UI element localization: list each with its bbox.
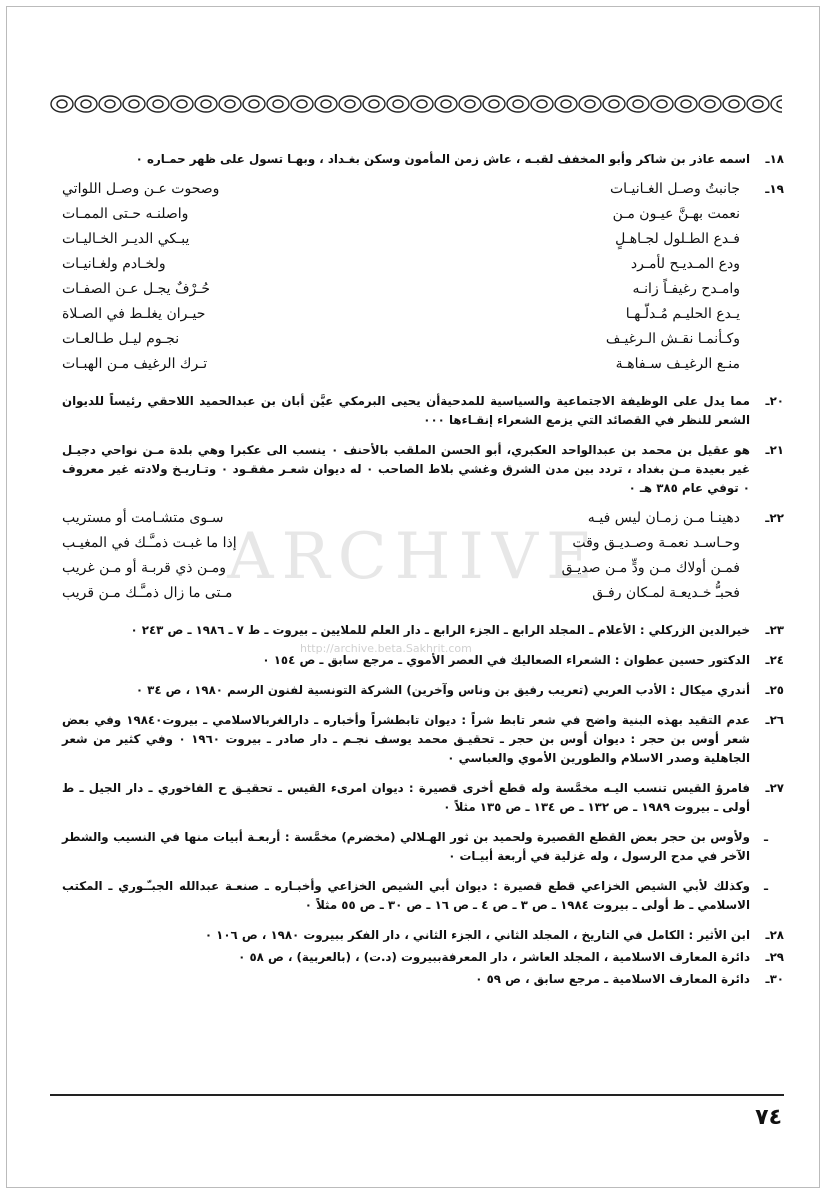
verse-first-hemistich: منـع الرغيـف سـفاهـة — [615, 356, 740, 372]
poem-verse — [62, 509, 750, 534]
note-text: أندري ميكال : الأدب العربي (تعريب رفيق بن وناس وآخرين) الشركة التونسية لفنون الرسم ١٩٨٠ ، ص ٣٤ ٠ — [135, 683, 750, 697]
verse-second-hemistich: يبـكي الديـر الخـاليـات — [62, 231, 190, 247]
note-number: ٢٢ـ — [765, 511, 784, 525]
ornament-loop — [147, 96, 169, 112]
ornament-inner-loop — [249, 100, 259, 108]
verse-second-hemistich: نجـوم ليـل طـالعـات — [62, 331, 180, 347]
ornament-inner-loop — [273, 100, 283, 108]
ornament-inner-loop — [57, 100, 67, 108]
poem-verse — [62, 255, 750, 280]
note-text: فامرؤ القيس تنسب اليـه مخمَّسة وله قطع أخرى قصيرة : ديوان امرىء القيس ـ تحقيـق ح الفاخوري ـ دار الجيل ـ ط أولى ـ بيروت ١٩٨٩ ـ ص ١٣٢ ـ ص ١٣٤ ـ ص ١٣٥ مثلاً ٠ — [62, 781, 750, 814]
footnote — [62, 441, 784, 498]
poem-verse — [62, 230, 750, 255]
note-text: خيرالدين الزركلي : الأعلام ـ المجلد الرابع ـ الجزء الرابع ـ دار العلم للملايين ـ بيروت ـ ط ٧ ـ ١٩٨٦ ـ ص ٢٤٣ ٠ — [130, 623, 750, 637]
footnote — [62, 651, 784, 670]
verse-second-hemistich: واصلنـه حـتى الممـات — [62, 206, 189, 222]
ornament-loop — [315, 96, 337, 112]
note-text: ولأوس بن حجر بعض القطع القصيرة ولحميد بن ثور الهـلالي (مخضرم) مخمَّسة : أربعـة أبيات منها في النسيب والشطر الآخر في مدح الرسول ، وله غزلية في أربعة أبيـات ٠ — [62, 830, 750, 863]
watermark-url: http://archive.beta.Sakhrit.com — [300, 642, 472, 655]
ornament-inner-loop — [777, 100, 782, 108]
verse-second-hemistich: إذا ما غبـت ذمـَّـك في المغيـب — [62, 535, 237, 551]
ornament-inner-loop — [225, 100, 235, 108]
note-number: ٢١ـ — [765, 443, 784, 457]
ornament-loop — [291, 96, 313, 112]
ornament-inner-loop — [537, 100, 547, 108]
note-number: ٢٠ـ — [765, 394, 784, 408]
ornament-inner-loop — [321, 100, 331, 108]
bullet-mark: ـ — [763, 879, 768, 893]
ornament-inner-loop — [369, 100, 379, 108]
verse-first-hemistich: فـدع الطـلول لجـاهـلٍ — [615, 231, 740, 247]
ornament-loop — [435, 96, 457, 112]
ornament-loop — [411, 96, 433, 112]
note-number: ٢٣ـ — [765, 623, 784, 637]
poem-verse — [62, 534, 750, 559]
ornament-loop — [627, 96, 649, 112]
poem-19 — [62, 180, 784, 380]
verse-second-hemistich: حيـران يغلـط في الصـلاة — [62, 306, 206, 322]
watermark-text: ARCHIVE — [227, 520, 601, 594]
ornament-inner-loop — [393, 100, 403, 108]
footnotes-body — [62, 150, 784, 992]
ornament-loop — [171, 96, 193, 112]
poem-verse — [62, 330, 750, 355]
poem-verse — [62, 584, 750, 609]
ornament-inner-loop — [417, 100, 427, 108]
ornament-inner-loop — [513, 100, 523, 108]
note-text: ابن الأثير : الكامل في التاريخ ، المجلد الثاني ، الجزء الثاني ، دار الفكر ببيروت ١٩٨٠ ، ص ١٠٦ ٠ — [204, 928, 750, 942]
ornament-inner-loop — [489, 100, 499, 108]
verse-second-hemistich: حُـرْفٌ يجـل عـن الصفـات — [62, 281, 211, 297]
poem-verse — [62, 559, 750, 584]
ornament-inner-loop — [201, 100, 211, 108]
ornament-inner-loop — [297, 100, 307, 108]
ornament-loop — [339, 96, 361, 112]
verse-first-hemistich: نعمت بهـنَّ عيـون مـن — [612, 206, 740, 222]
ornament-loop — [579, 96, 601, 112]
note-text: اسمه عاذر بن شاكر وأبو المخفف لقبـه ، عاش زمن المأمون وسكن بغـداد ، وبهـا تسول على ظهر حمـاره ٠ — [135, 152, 750, 166]
bullet-mark: ـ — [763, 830, 768, 844]
verse-second-hemistich: تـرك الرغيف مـن الهبـات — [62, 356, 208, 372]
poem-22 — [62, 509, 784, 609]
ornament-loop — [507, 96, 529, 112]
ornament-inner-loop — [153, 100, 163, 108]
footnote — [62, 621, 784, 640]
ornament-inner-loop — [81, 100, 91, 108]
ornament-inner-loop — [465, 100, 475, 108]
note-text: وكذلك لأبي الشيص الخزاعي قطع قصيرة : ديوان أبي الشيص الخزاعي وأخبـاره ـ صنعـة عبدالله الجبـّـوري ـ المكتب الاسلامي ـ ط أولى ـ بيروت ١٩٨٤ ـ ص ٣ ـ ص ٤ ـ ص ١٦ ـ ص ٣٠ ـ ص ٥٥ مثلاً ٠ — [62, 879, 750, 912]
poem-verse — [62, 205, 750, 230]
footnote — [62, 926, 784, 945]
note-number: ٢٦ـ — [765, 713, 784, 727]
footnote — [62, 948, 784, 967]
ornament-inner-loop — [129, 100, 139, 108]
ornament-inner-loop — [609, 100, 619, 108]
ornament-loop — [699, 96, 721, 112]
verse-first-hemistich: وامـدح رغيفـاً زانـه — [632, 281, 740, 297]
ornament-loop — [363, 96, 385, 112]
verse-second-hemistich: ومـن ذي قربـة أو مـن غريب — [62, 560, 226, 576]
note-number: ١٨ـ — [765, 152, 784, 166]
ornament-inner-loop — [561, 100, 571, 108]
verse-first-hemistich: يـدع الحليـم مُـدلّـهـا — [625, 306, 740, 322]
note-number: ٢٧ـ — [765, 781, 784, 795]
ornament-border — [50, 90, 782, 118]
ornament-loop — [75, 96, 97, 112]
ornament-loop — [555, 96, 577, 112]
verse-second-hemistich: سـوى متشـامت أو مستريب — [62, 510, 224, 526]
verse-first-hemistich: وحـاسـد نعمـة وصـديـق وقت — [572, 535, 740, 551]
ornament-loop — [603, 96, 625, 112]
ornament-loop — [459, 96, 481, 112]
footnote — [62, 681, 784, 700]
note-text: هو عقيل بن محمد بن عبدالواحد العكبري، أبو الحسن الملقب بالأحنف ٠ ينسب الى عكبرا وهي بلدة مـن نواحي دجيـل غير بعيدة مـن بغداد ، تردد بين مدن الشرق وغشي بلاط الصاحب ٠ له ديوان شعـر مفقـود ٠ وتـاريـخ ولادته غير معروف ٠ توفي عام ٣٨٥ هـ ٠ — [62, 443, 750, 495]
poem-verse — [62, 180, 750, 205]
footnote — [62, 779, 784, 817]
note-number: ١٩ـ — [765, 182, 784, 196]
ornament-loop — [123, 96, 145, 112]
ornament-loop — [483, 96, 505, 112]
footnote — [62, 970, 784, 989]
ornament-loop — [387, 96, 409, 112]
note-text: دائرة المعارف الاسلامية ـ مرجع سابق ، ص ٥٩ ٠ — [475, 972, 750, 986]
footer-rule — [50, 1094, 784, 1096]
ornament-inner-loop — [177, 100, 187, 108]
verse-second-hemistich: مـتى ما زال ذمـَّـك مـن قريب — [62, 585, 233, 601]
note-number: ٢٤ـ — [765, 653, 784, 667]
ornament-inner-loop — [681, 100, 691, 108]
ornament-loop — [747, 96, 769, 112]
footnote — [62, 150, 784, 169]
note-number: ٢٨ـ — [765, 928, 784, 942]
note-text: دائرة المعارف الاسلامية ، المجلد العاشر ، دار المعرفةببيروت (د.ت) ، (بالعربية) ، ص ٥٨ ٠ — [238, 950, 750, 964]
ornament-loop — [99, 96, 121, 112]
ornament-loop — [267, 96, 289, 112]
note-number: ٣٠ـ — [765, 972, 784, 986]
verse-first-hemistich: فمـن أولاك مـن ودٍّ مـن صديـق — [561, 560, 740, 576]
ornament-loop — [675, 96, 697, 112]
ornament-inner-loop — [345, 100, 355, 108]
ornament-loop — [219, 96, 241, 112]
footnote — [62, 392, 784, 430]
note-text: عدم التقيد بهذه البنية واضح في شعر تابط شراً : ديوان تابطشراً وأخباره ـ دارالغربالاسلامي ـ بيروت١٩٨٤٠ وفي بعض شعر أوس بن حجر : ديوان أوس بن حجر ـ تحقيـق محمد يوسف نجـم ـ دار صادر ـ بيروت ١٩٦٠ ٠ وفي كثير من شعر الجاهلية وصدر الاسلام والطورين الأموي والعباسي ٠ — [62, 713, 751, 765]
ornament-inner-loop — [729, 100, 739, 108]
ornament-inner-loop — [753, 100, 763, 108]
poem-verse — [62, 355, 750, 380]
ornament-inner-loop — [657, 100, 667, 108]
ornament-loop — [723, 96, 745, 112]
page-number: ٧٤ — [755, 1105, 782, 1130]
note-text: الدكتور حسين عطوان : الشعراء الصعاليك في العصر الأموي ـ مرجع سابق ـ ص ١٥٤ ٠ — [262, 653, 750, 667]
verse-first-hemistich: وكـأنمـا نقـش الـرغيـف — [605, 331, 740, 347]
ornament-inner-loop — [585, 100, 595, 108]
footnote — [62, 711, 784, 768]
verse-second-hemistich: وصحوت عـن وصـل اللواتي — [62, 181, 220, 197]
note-text: مما يدل على الوظيفة الاجتماعية والسياسية للمدحيةأن يحيى البرمكي عيَّن أبان بن عبدالحميد اللاحقي رئيساً للديوان الشعر للنظر في القصائد التي يزمع الشعراء إنقـاءها ٠٠٠ — [62, 394, 750, 427]
verse-first-hemistich: جانبتُ وصـل الغـانيـات — [610, 181, 740, 197]
ornament-loop — [51, 96, 73, 112]
ornament-loop — [195, 96, 217, 112]
poem-verse — [62, 305, 750, 330]
ornament-loop — [651, 96, 673, 112]
ornament-inner-loop — [105, 100, 115, 108]
ornament-inner-loop — [705, 100, 715, 108]
ornament-loop — [243, 96, 265, 112]
ornament-inner-loop — [441, 100, 451, 108]
ornament-inner-loop — [633, 100, 643, 108]
poem-verse — [62, 280, 750, 305]
verse-first-hemistich: ودع المـديـح لأمـرد — [630, 256, 740, 272]
note-number: ٢٥ـ — [765, 683, 784, 697]
footnote-continuation — [62, 828, 784, 866]
note-number: ٢٩ـ — [765, 950, 784, 964]
verse-second-hemistich: ولخـادم ولغـانيـات — [62, 256, 166, 272]
verse-first-hemistich: فحبـُّ خـديعـة لمـكان رفـق — [592, 585, 740, 601]
verse-first-hemistich: دهينـا مـن زمـان ليس فيـه — [587, 510, 740, 526]
footnote-continuation — [62, 877, 784, 915]
ornament-loop — [531, 96, 553, 112]
